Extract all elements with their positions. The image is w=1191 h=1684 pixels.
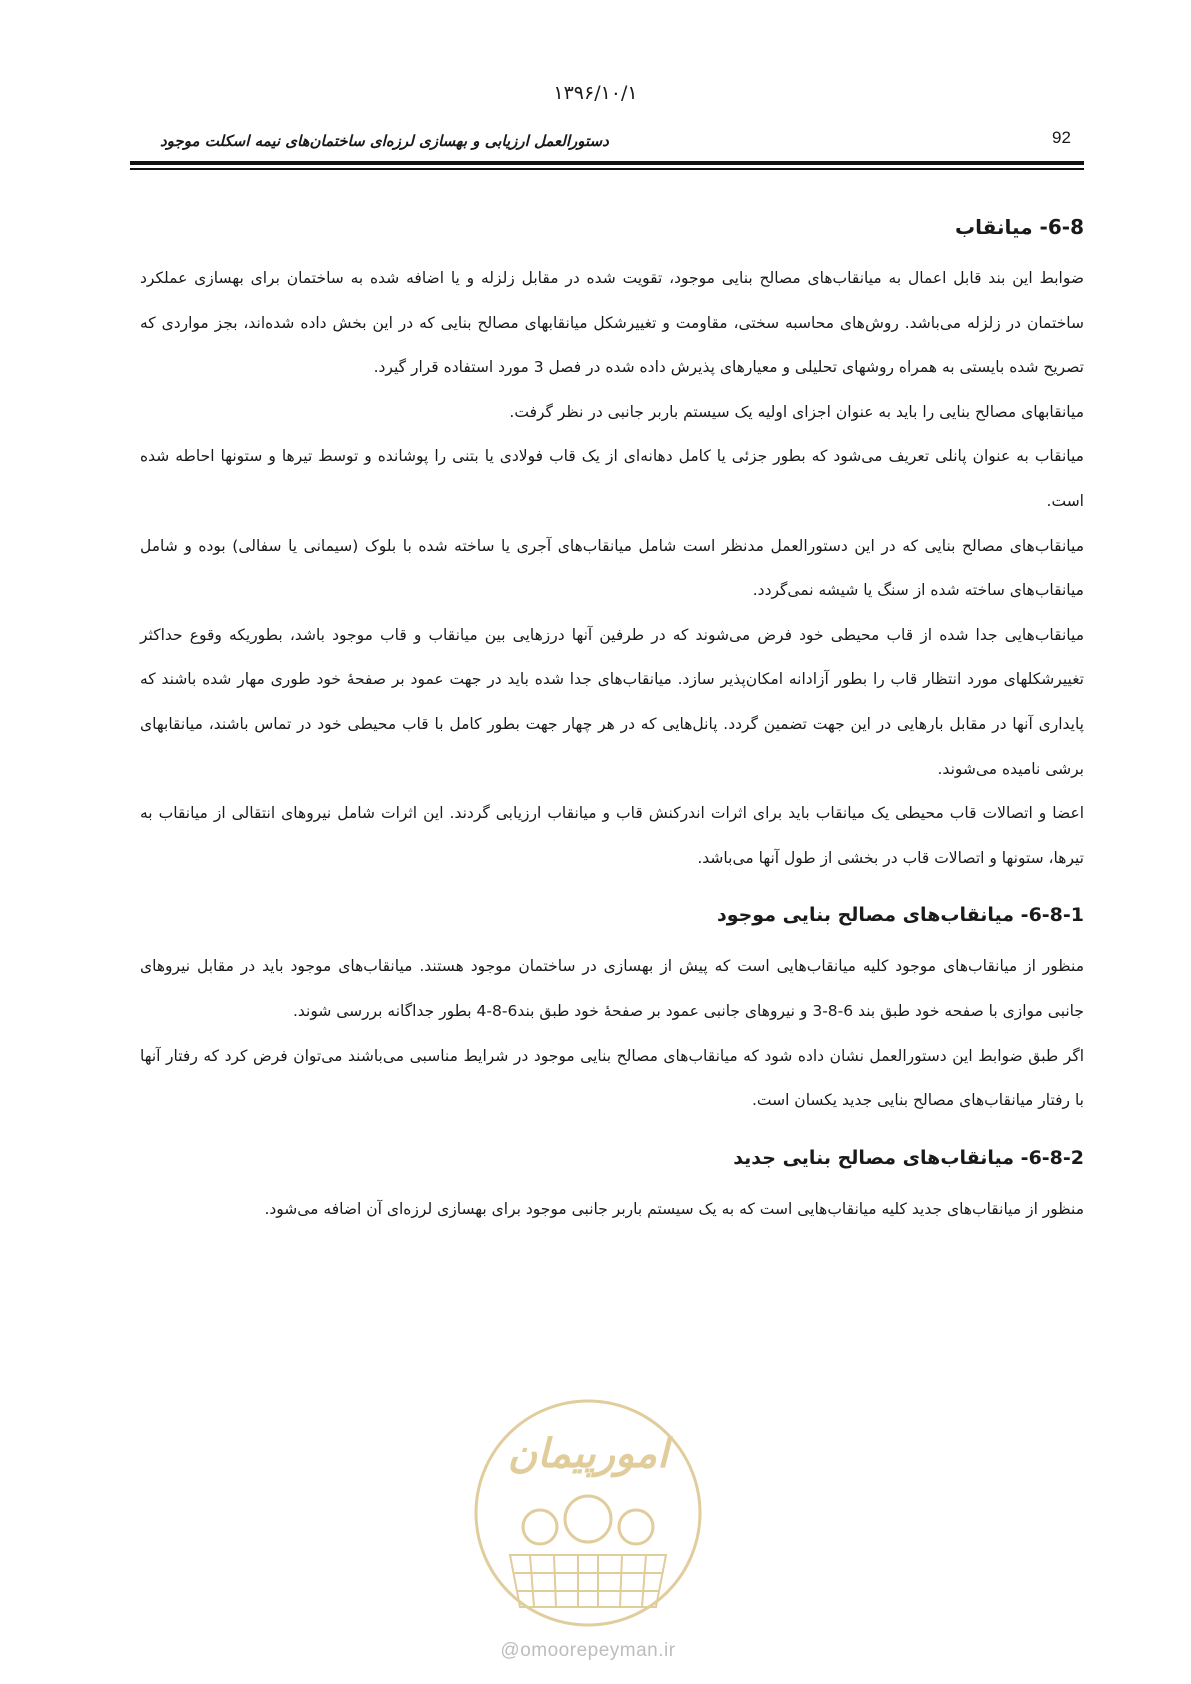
- header-rule-thick: [130, 161, 1084, 165]
- paragraph: منظور از میانقاب‌های جدید کلیه میانقاب‌هایی است که به یک سیستم باربر جانبی موجود برای بهسازی لرزه‌ای آن اضافه می‌شود.: [264, 1199, 1084, 1218]
- paragraph: ضوابط این بند قابل اعمال به میانقاب‌های مصالح بنایی موجود، تقویت شده در مقابل زلزله و یا اضافه شده به ساختمان برای بهسازی عملکرد ساختمان در زلزله می‌باشد. روش‌های محاسبه سختی، مقاومت و تغییرشکل میانقابهای مصالح بنایی که در این بخش داده شده‌اند، بجز مواردی که تصریح شده بایستی به همراه روشهای تحلیلی و معیارهای پذیرش داده شده در فصل 3 مورد استفاده قرار گیرد.: [140, 269, 1084, 377]
- watermark-site: @omoorepeyman.ir: [500, 1640, 676, 1661]
- section-heading-6-8: 6-8- میانقاب: [955, 215, 1084, 239]
- header-rule-thin: [130, 168, 1084, 170]
- paragraph: منظور از میانقاب‌های موجود کلیه میانقاب‌هایی است که پیش از بهسازی در ساختمان موجود هستند. میانقاب‌های موجود باید در مقابل نیروهای جانبی موازی با صفحه خود طبق بند 6-8-3 و نیروهای جانبی عمود بر صفحهٔ خود طبق بند6-8-4 بطور جداگانه بررسی شوند.: [140, 957, 1084, 1020]
- header-date: ۱۳۹۶/۱۰/۱: [553, 82, 638, 104]
- section-heading-6-8-2: 6-8-2- میانقاب‌های مصالح بنایی جدید: [733, 1146, 1084, 1169]
- paragraph: اعضا و اتصالات قاب محیطی یک میانقاب باید برای اثرات اندرکنش قاب و میانقاب ارزیابی گردند. این اثرات شامل نیروهای انتقالی از میانقاب به تیرها، ستونها و اتصالات قاب در بخشی از طول آنها می‌باشد.: [140, 804, 1084, 867]
- paragraph: اگر طبق ضوابط این دستورالعمل نشان داده شود که میانقاب‌های مصالح بنایی موجود در شرایط مناسبی می‌باشند می‌توان فرض کرد که رفتار آنها با رفتار میانقاب‌های مصالح بنایی جدید یکسان است.: [140, 1046, 1084, 1110]
- watermark-logo-text: امورپیمان: [507, 1431, 669, 1477]
- document-body: [140, 212, 1084, 1231]
- header-title: دستورالعمل ارزیابی و بهسازی لرزه‌ای ساختمان‌های نیمه اسکلت موجود: [160, 132, 609, 150]
- watermark-logo-icon: [470, 1395, 706, 1631]
- paragraph: میانقاب‌هایی جدا شده از قاب محیطی خود فرض می‌شوند که در طرفین آنها درزهایی بین میانقاب و قاب موجود باشد، بطوریکه وقوع حداکثر تغییرشکلهای مورد انتظار قاب را بطور آزادانه امکان‌پذیر سازد. میانقاب‌های جدا شده باید در جهت عمود بر صفحهٔ خود طوری مهار شده باشند که پایداری آنها در مقابل بارهایی در این جهت تضمین گردد. پانل‌هایی که در هر چهار جهت بطور کامل با قاب محیطی خود در تماس باشند، میانقابهای برشی نامیده می‌شوند.: [140, 625, 1084, 778]
- section-heading-6-8-1: 6-8-1- میانقاب‌های مصالح بنایی موجود: [716, 904, 1084, 927]
- paragraph: میانقاب به عنوان پانلی تعریف می‌شود که بطور جزئی یا کامل دهانه‌ای از یک قاب فولادی یا بتنی را پوشانده و توسط تیرها و ستونها احاطه شده است.: [140, 447, 1084, 510]
- paragraph: میانقابهای مصالح بنایی را باید به عنوان اجزای اولیه یک سیستم باربر جانبی در نظر گرفت.: [509, 402, 1084, 421]
- page-number: 92: [1052, 128, 1071, 147]
- paragraph: میانقاب‌های مصالح بنایی که در این دستورالعمل مدنظر است شامل میانقاب‌های آجری یا ساخته شده با بلوک (سیمانی یا سفالی) بوده و شامل میانقاب‌های ساخته شده از سنگ یا شیشه نمی‌گردد.: [140, 536, 1084, 600]
